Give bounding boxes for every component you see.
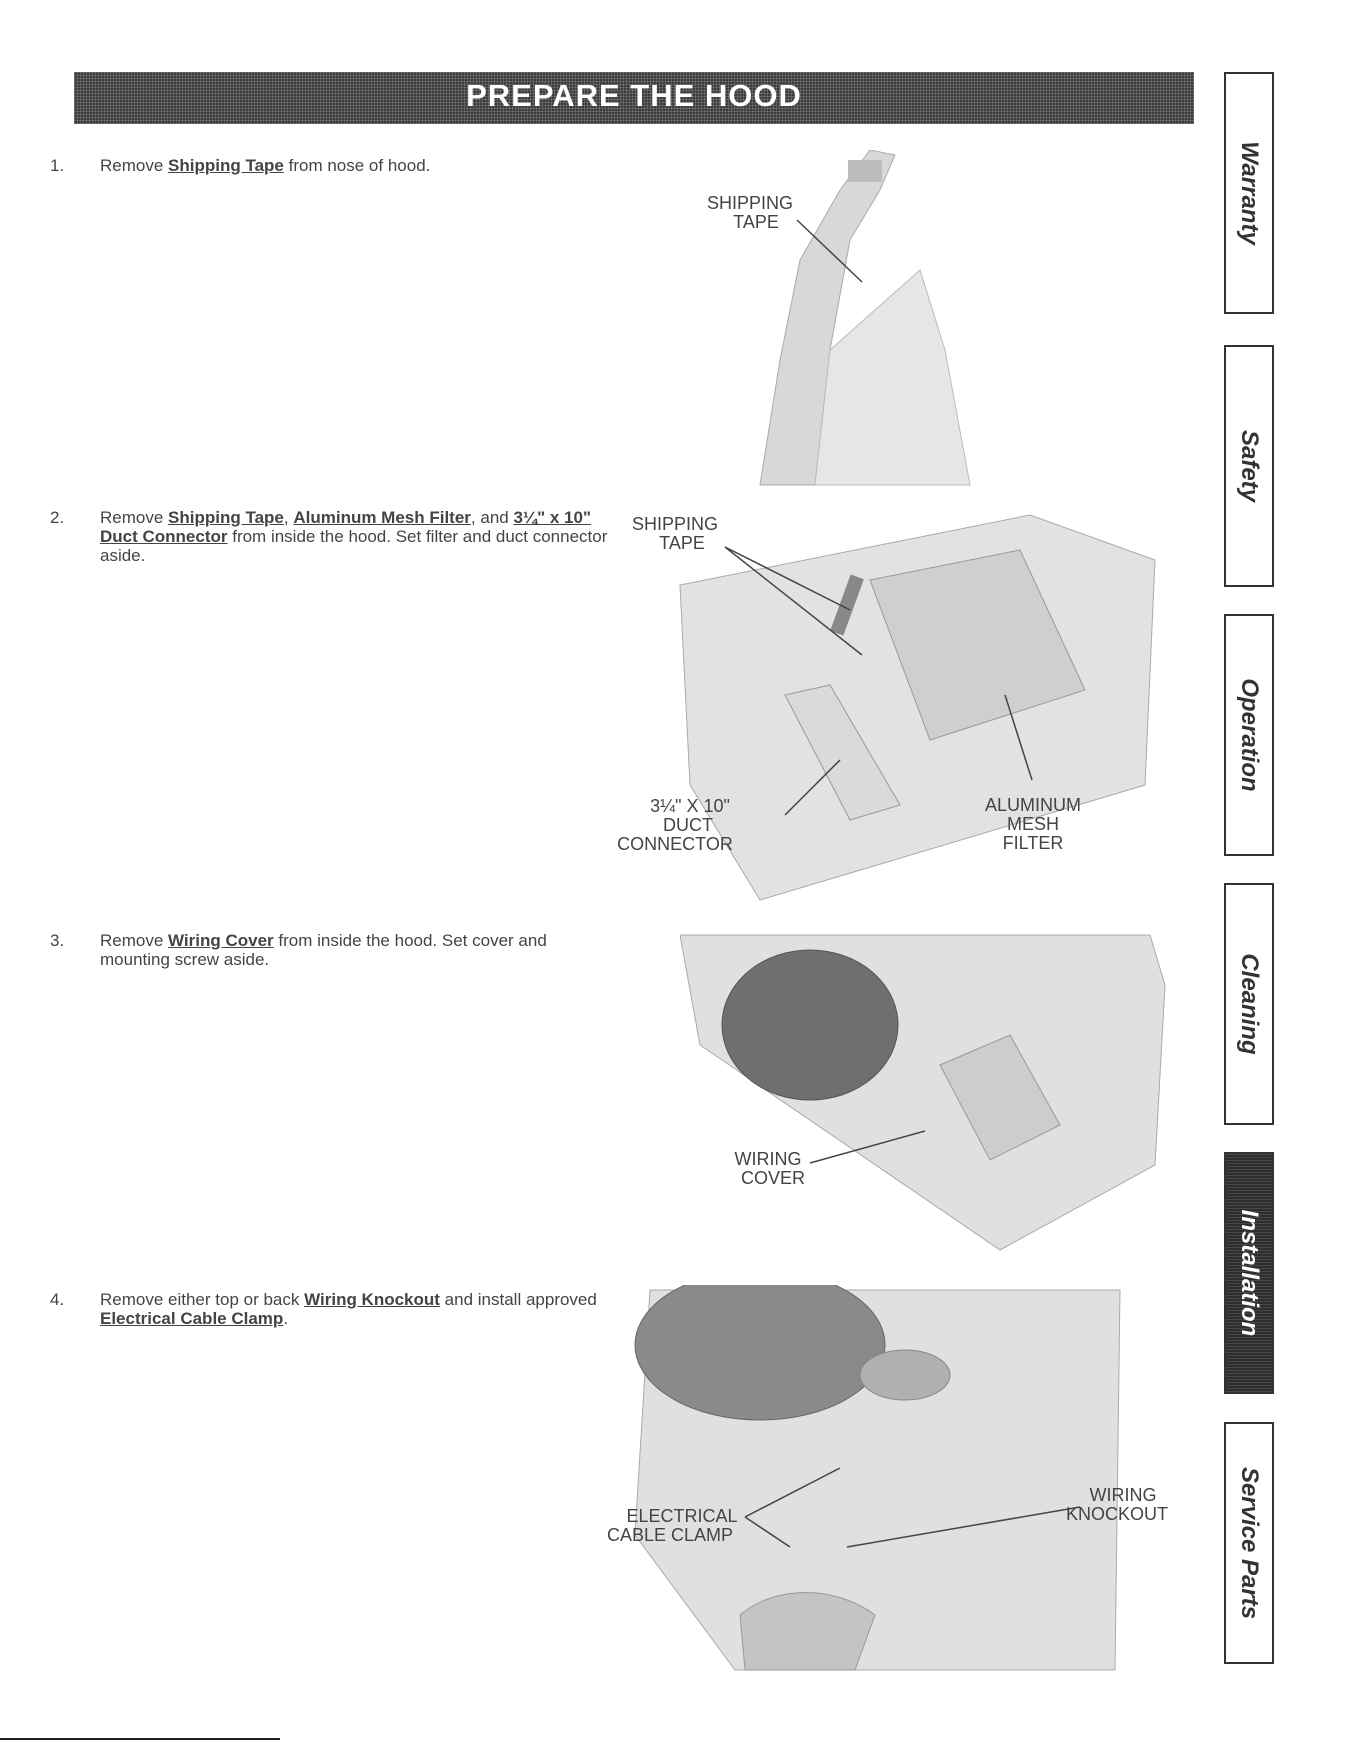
tab-label: Warranty [1236,141,1263,245]
keyword: 3¼" x 10" Duct Connector [100,508,592,546]
section-header-banner [74,72,1194,124]
tab-label: Cleaning [1236,953,1263,1055]
label-shipping-tape: SHIPPING [706,193,794,213]
step-text: Remove Shipping Tape from nose of hood. [100,156,431,175]
tab-label: Operation [1236,678,1263,792]
step-2 [50,508,610,565]
tab-label: Service Parts [1236,1466,1263,1620]
footer-rule [0,1738,280,1740]
figure-hood-nose [680,150,980,490]
clamp-bracket-illustration [740,1593,875,1671]
figure-wiring-cover [680,925,1170,1255]
label-shipping-tape: TAPE [733,212,779,232]
label-wiring-knockout: KNOCKOUT [1065,1504,1169,1524]
label-mesh-filter: FILTER [1002,833,1064,853]
label-duct-connector: CONNECTOR [617,834,733,854]
tab-operation[interactable] [1224,614,1274,856]
blower-fan-illustration [722,950,898,1100]
label-shipping-tape: TAPE [659,533,705,553]
step-3 [50,931,610,969]
label-wiring-knockout: WIRING [1089,1485,1157,1505]
keyword: Wiring Knockout [304,1290,440,1309]
tab-installation[interactable] [1224,1152,1274,1394]
step-text: Remove Wiring Cover from inside the hood. Set cover and mounting screw aside. [100,931,547,969]
step-1 [50,156,610,175]
label-cable-clamp: ELECTRICAL [626,1506,738,1526]
label-wiring-cover: WIRING [734,1149,802,1169]
figure-hood-interior [600,505,1160,905]
tab-safety[interactable] [1224,345,1274,587]
step-4 [50,1290,610,1328]
label-duct-connector: DUCT [663,815,713,835]
knockout-illustration [860,1350,950,1400]
page-title: PREPARE THE HOOD [466,78,802,113]
step-number: 1. [50,156,65,175]
step-text: Remove either top or back Wiring Knockout and install approved Electrical Cable Clamp. [100,1290,597,1328]
keyword: Shipping Tape [168,508,284,527]
label-mesh-filter: ALUMINUM [984,795,1082,815]
step-text: Remove Shipping Tape, Aluminum Mesh Filter, and 3¼" x 10" Duct Connector from inside the hood. Set filter and duct connector aside. [100,508,608,565]
tab-label: Safety [1236,429,1263,503]
keyword: Wiring Cover [168,931,274,950]
step-number: 4. [50,1290,65,1309]
tab-cleaning[interactable] [1224,883,1274,1125]
label-mesh-filter: MESH [1006,814,1060,834]
label-duct-connector: 3¼" X 10" [650,796,730,816]
step-number: 2. [50,508,65,527]
label-wiring-cover: COVER [740,1168,806,1188]
label-shipping-tape: SHIPPING [631,514,719,534]
label-cable-clamp: CABLE CLAMP [606,1525,734,1545]
tab-service-parts[interactable] [1224,1422,1274,1664]
hood-tip [848,160,882,182]
keyword: Aluminum Mesh Filter [293,508,471,527]
figure-wiring-knockout [575,1285,1175,1675]
tab-warranty[interactable] [1224,72,1274,314]
step-number: 3. [50,931,65,950]
keyword: Electrical Cable Clamp [100,1309,284,1328]
keyword: Shipping Tape [168,156,284,175]
tab-label: Installation [1236,1209,1263,1337]
